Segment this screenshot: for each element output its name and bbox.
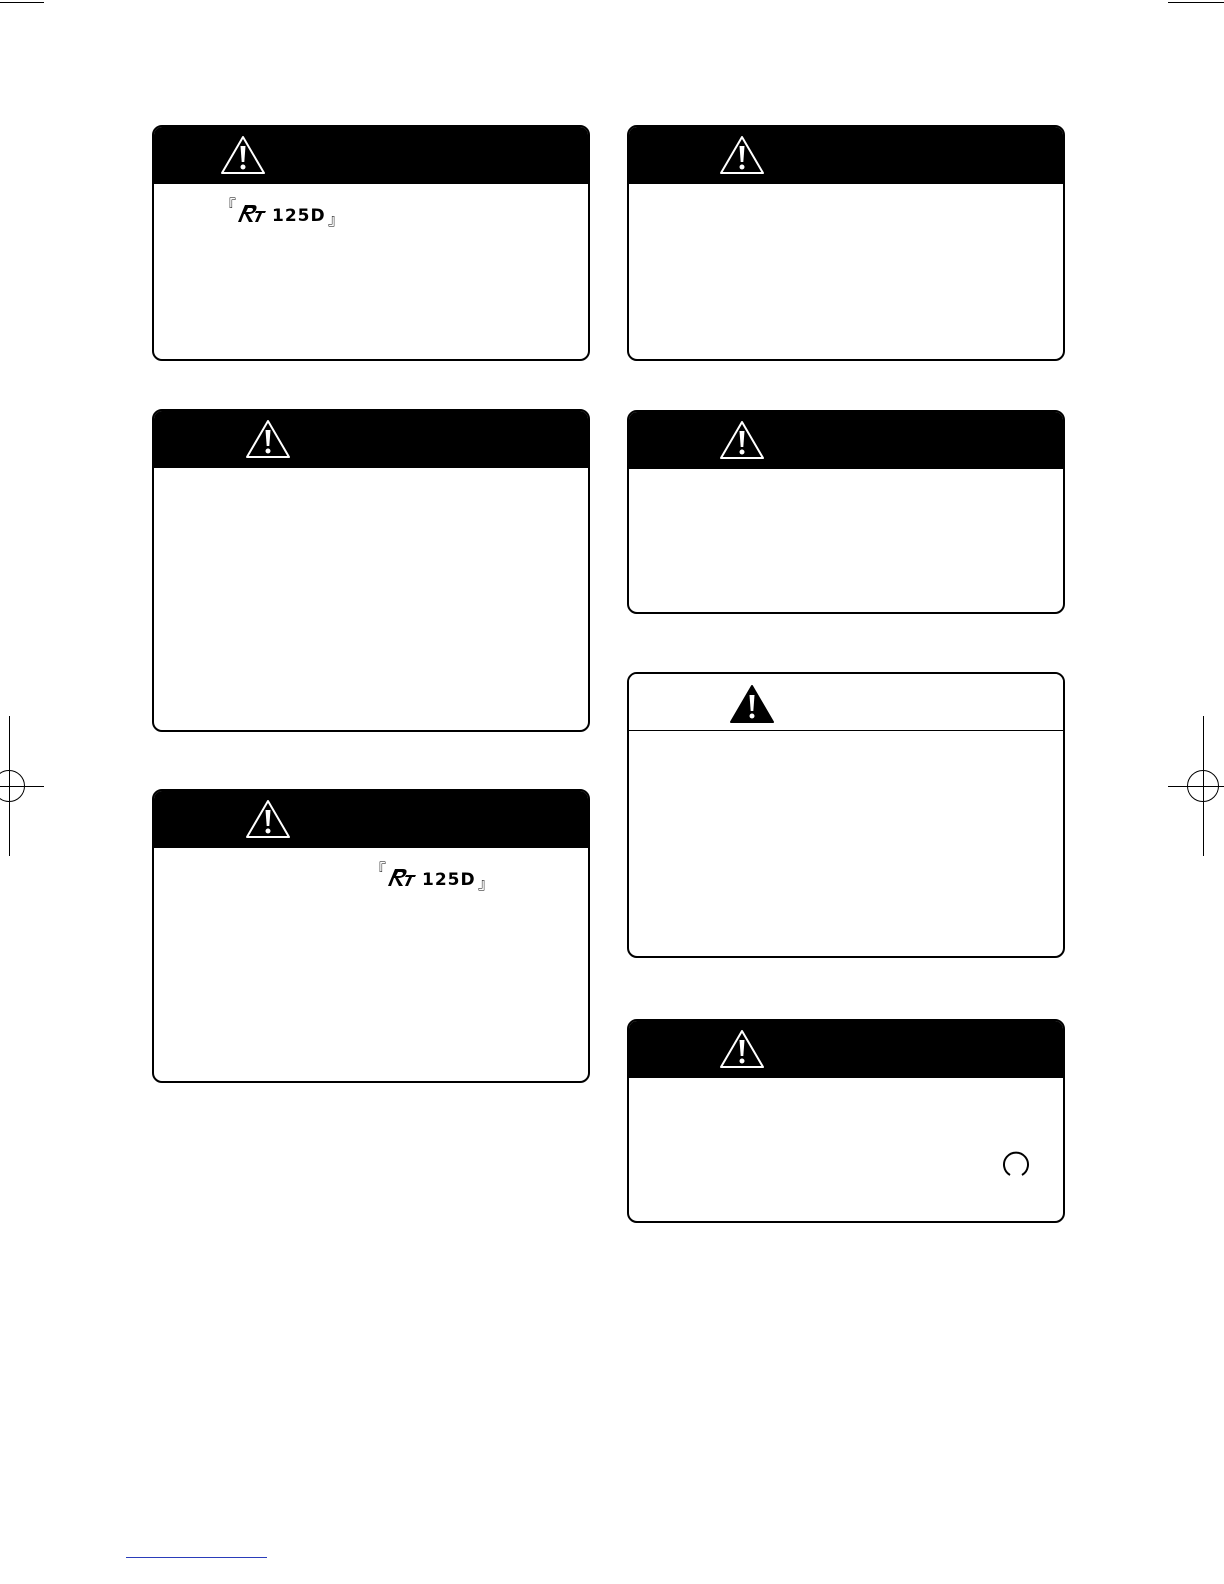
warning-box-4 xyxy=(627,410,1065,614)
warning-header xyxy=(629,127,1063,184)
warning-body xyxy=(629,184,1063,359)
warning-triangle-outline-icon xyxy=(719,420,765,460)
warning-body xyxy=(629,731,1063,956)
warning-box-6 xyxy=(627,672,1065,958)
warning-box-5 xyxy=(152,789,590,1083)
warning-body xyxy=(154,184,588,359)
warning-body xyxy=(629,1078,1063,1221)
warning-body xyxy=(629,469,1063,612)
crop-mark-top-right xyxy=(1168,2,1224,3)
rt125d-logo: 『 125D 』 xyxy=(370,860,495,893)
warning-box-7 xyxy=(627,1019,1065,1223)
ring-symbol-icon xyxy=(1001,1150,1031,1180)
warning-header xyxy=(629,412,1063,469)
svg-text:125D: 125D xyxy=(272,206,326,224)
warning-box-3 xyxy=(152,409,590,732)
warning-triangle-outline-icon xyxy=(719,1029,765,1069)
warning-body xyxy=(154,848,588,1081)
registration-mark-right xyxy=(1187,770,1219,802)
warning-header xyxy=(629,674,1063,731)
warning-triangle-outline-icon xyxy=(220,135,266,175)
warning-triangle-outline-icon xyxy=(245,419,291,459)
registration-mark-left xyxy=(0,770,25,802)
warning-triangle-solid-icon xyxy=(729,684,775,724)
bottom-rule xyxy=(126,1557,267,1558)
warning-triangle-outline-icon xyxy=(245,799,291,839)
svg-text:125D: 125D xyxy=(422,870,476,888)
rt125d-logo: 『 125D 』 xyxy=(220,196,345,229)
warning-triangle-outline-icon xyxy=(719,135,765,175)
warning-box-2 xyxy=(627,125,1065,361)
warning-box-1 xyxy=(152,125,590,361)
warning-header xyxy=(154,411,588,468)
crop-mark-top-left xyxy=(0,2,44,3)
warning-header xyxy=(154,127,588,184)
warning-body xyxy=(154,468,588,730)
warning-header xyxy=(154,791,588,848)
warning-header xyxy=(629,1021,1063,1078)
